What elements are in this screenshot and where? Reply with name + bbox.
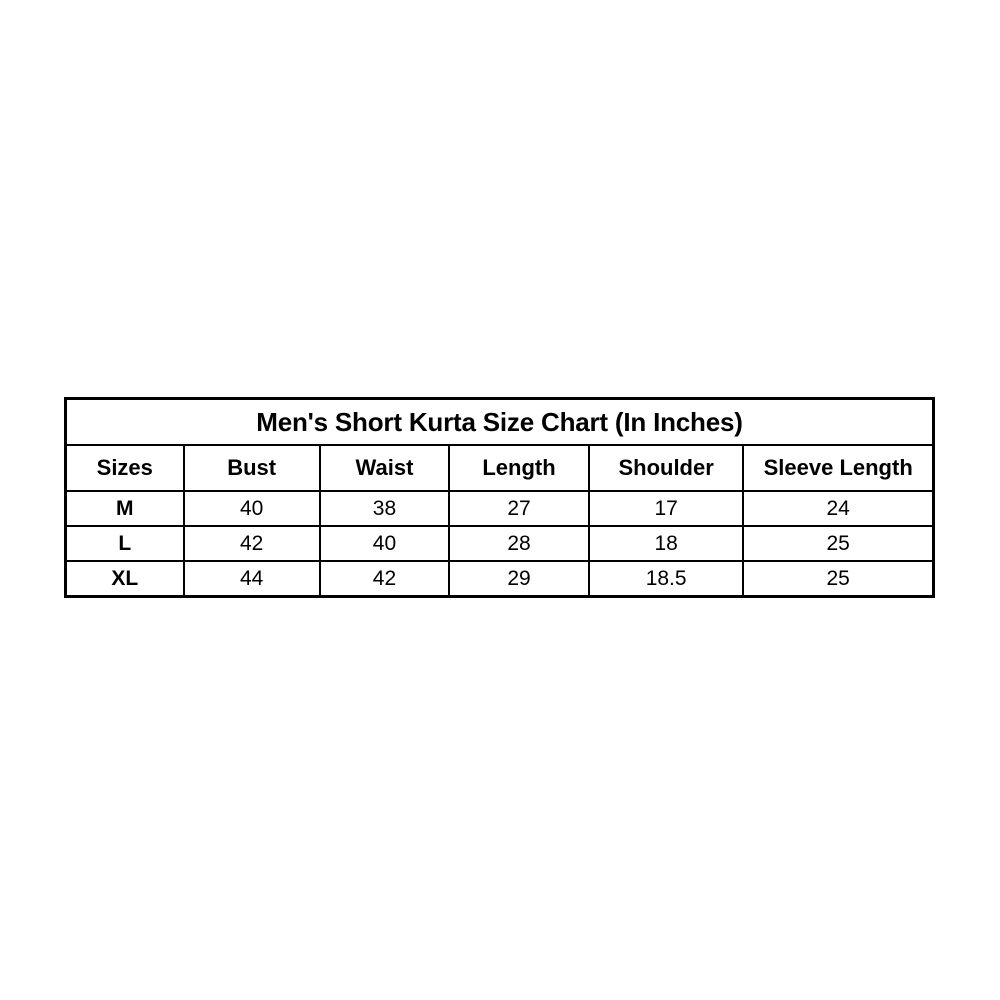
size-label: M: [66, 491, 184, 526]
shoulder-value: 17: [589, 491, 744, 526]
column-header-sizes: Sizes: [66, 445, 184, 491]
chart-title: Men's Short Kurta Size Chart (In Inches): [66, 399, 934, 446]
column-header-sleeve-length: Sleeve Length: [743, 445, 933, 491]
shoulder-value: 18.5: [589, 561, 744, 597]
sleeve-length-value: 25: [743, 526, 933, 561]
table-row-m: [66, 491, 934, 526]
size-chart: [64, 397, 935, 598]
header-row: [66, 445, 934, 491]
sleeve-length-value: 24: [743, 491, 933, 526]
table-row-xl: [66, 561, 934, 597]
sleeve-length-value: 25: [743, 561, 933, 597]
length-value: 28: [449, 526, 589, 561]
size-label: XL: [66, 561, 184, 597]
column-header-shoulder: Shoulder: [589, 445, 744, 491]
waist-value: 38: [320, 491, 449, 526]
length-value: 27: [449, 491, 589, 526]
waist-value: 42: [320, 561, 449, 597]
length-value: 29: [449, 561, 589, 597]
waist-value: 40: [320, 526, 449, 561]
table-row-l: [66, 526, 934, 561]
bust-value: 44: [184, 561, 320, 597]
shoulder-value: 18: [589, 526, 744, 561]
bust-value: 42: [184, 526, 320, 561]
size-label: L: [66, 526, 184, 561]
column-header-length: Length: [449, 445, 589, 491]
size-chart-table: [64, 397, 935, 598]
column-header-bust: Bust: [184, 445, 320, 491]
column-header-waist: Waist: [320, 445, 449, 491]
title-row: [66, 399, 934, 446]
bust-value: 40: [184, 491, 320, 526]
